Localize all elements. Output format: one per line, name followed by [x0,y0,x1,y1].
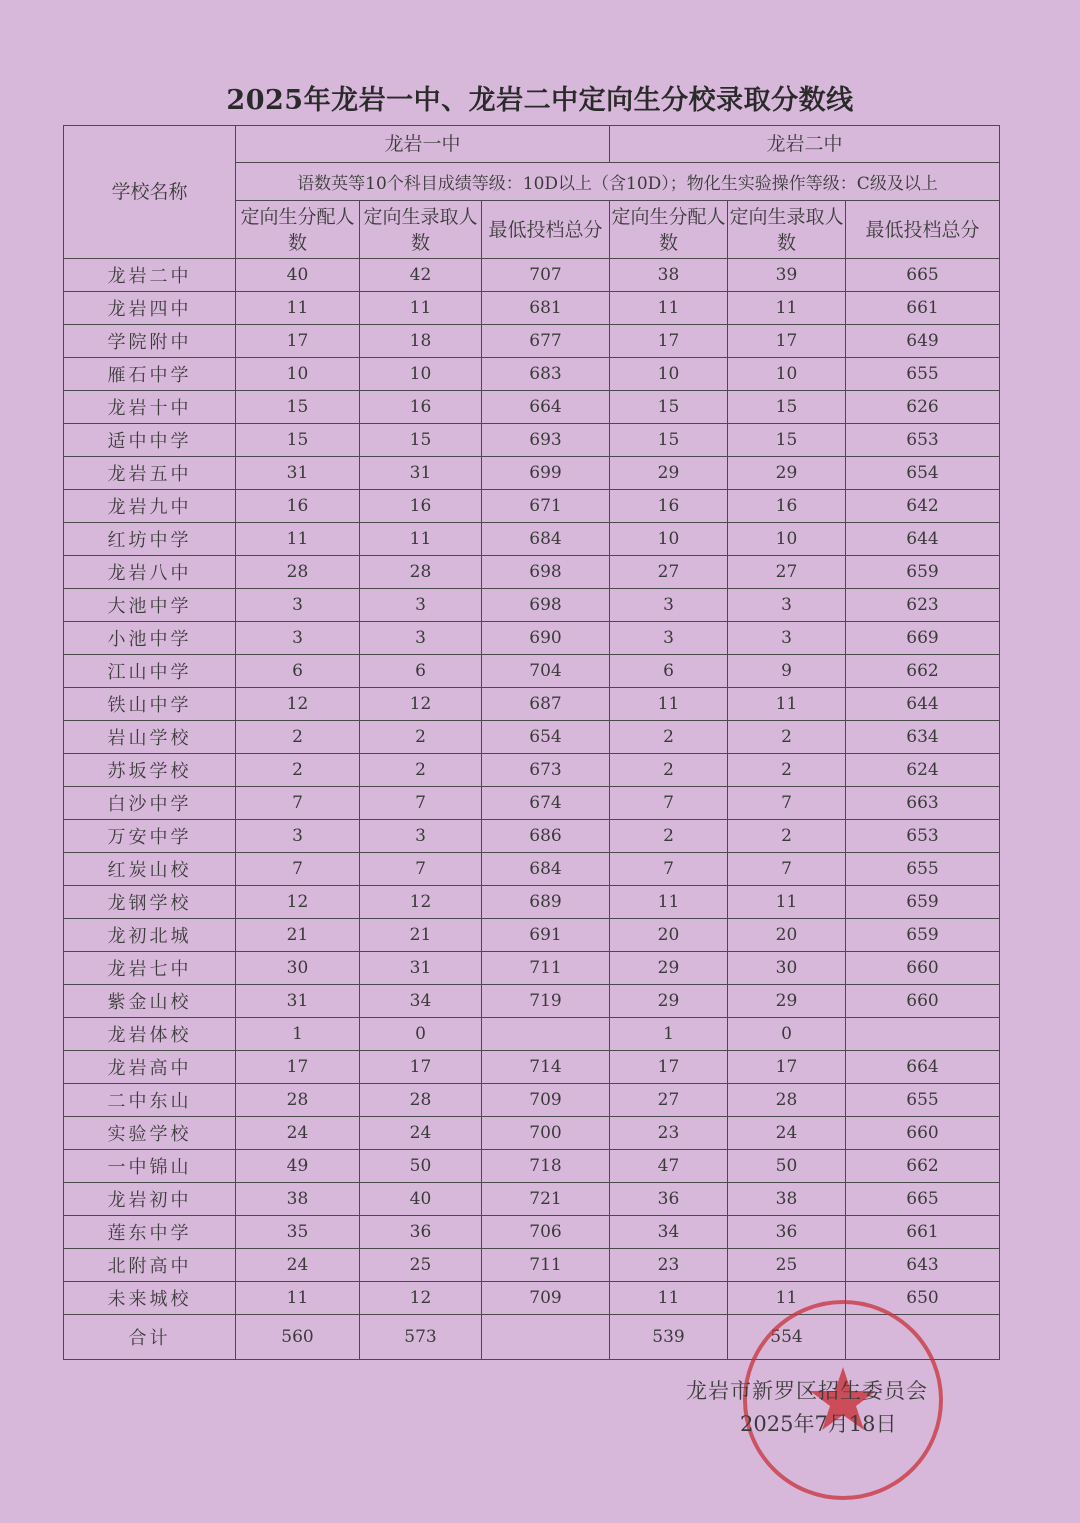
school-b-header: 龙岩二中 [610,126,1000,163]
cell-b-admit: 25 [728,1249,846,1282]
cell-a-admit: 3 [360,820,482,853]
cell-b-min: 626 [846,391,1000,424]
cell-a-alloc: 28 [236,1084,360,1117]
cell-b-alloc: 38 [610,259,728,292]
cell-a-min: 709 [482,1084,610,1117]
table-row [64,886,1000,919]
cell-a-admit: 28 [360,1084,482,1117]
cell-a-min: 689 [482,886,610,919]
school-name-cell: 大池中学 [64,589,236,622]
cell-b-alloc: 16 [610,490,728,523]
cell-b-alloc: 27 [610,1084,728,1117]
cell-b-alloc: 6 [610,655,728,688]
cell-b-alloc: 3 [610,622,728,655]
cell-b-admit: 2 [728,721,846,754]
cell-a-admit: 12 [360,1282,482,1315]
cell-a-alloc: 2 [236,721,360,754]
cell-b-alloc: 36 [610,1183,728,1216]
cell-a-admit: 0 [360,1018,482,1051]
header-row-schools [64,126,1000,163]
cell-b-admit: 7 [728,787,846,820]
school-name-cell: 红炭山校 [64,853,236,886]
school-a-header: 龙岩一中 [236,126,610,163]
cell-b-min: 642 [846,490,1000,523]
school-name-cell: 龙岩九中 [64,490,236,523]
cell-b-admit: 11 [728,1282,846,1315]
cell-b-min: 649 [846,325,1000,358]
cell-a-min: 707 [482,259,610,292]
cell-b-admit: 20 [728,919,846,952]
cell-b-min: 655 [846,358,1000,391]
table-row [64,589,1000,622]
cell-a-min: 671 [482,490,610,523]
cell-b-min: 644 [846,688,1000,721]
table-row [64,358,1000,391]
cell-a-admit: 11 [360,292,482,325]
school-name-cell: 适中中学 [64,424,236,457]
cell-a-min: 691 [482,919,610,952]
cell-a-alloc: 24 [236,1249,360,1282]
school-name-cell: 江山中学 [64,655,236,688]
cell-b-alloc: 29 [610,985,728,1018]
page-title: 2025年龙岩一中、龙岩二中定向生分校录取分数线 [226,85,854,116]
school-name-cell: 龙初北城 [64,919,236,952]
col-header-b-alloc: 定向生分配人数 [610,201,728,259]
school-name-cell: 龙岩体校 [64,1018,236,1051]
table-row [64,1183,1000,1216]
cell-a-admit: 11 [360,523,482,556]
cell-b-admit: 28 [728,1084,846,1117]
cell-a-alloc: 40 [236,259,360,292]
cell-b-admit: 36 [728,1216,846,1249]
cell-b-min: 664 [846,1051,1000,1084]
table-row [64,1216,1000,1249]
cell-b-alloc: 2 [610,721,728,754]
school-name-cell: 学院附中 [64,325,236,358]
cell-b-min: 634 [846,721,1000,754]
cell-a-alloc: 28 [236,556,360,589]
cell-b-min: 660 [846,985,1000,1018]
cell-b-alloc: 23 [610,1249,728,1282]
cell-a-min: 654 [482,721,610,754]
cell-b-alloc: 10 [610,523,728,556]
cell-a-admit: 18 [360,325,482,358]
footer-organization: 龙岩市新罗区招生委员会 [686,1379,928,1403]
table-row [64,655,1000,688]
cell-b-min: 660 [846,1117,1000,1150]
cell-a-alloc: 21 [236,919,360,952]
cell-a-min: 711 [482,952,610,985]
table-row [64,1084,1000,1117]
school-name-cell: 白沙中学 [64,787,236,820]
cell-b-min: 662 [846,655,1000,688]
col-header-a-alloc: 定向生分配人数 [236,201,360,259]
cell-b-admit: 38 [728,1183,846,1216]
cell-b-min: 659 [846,919,1000,952]
cell-a-min: 719 [482,985,610,1018]
school-name-cell: 龙岩二中 [64,259,236,292]
cell-a-min: 687 [482,688,610,721]
school-name-cell: 龙岩初中 [64,1183,236,1216]
col-header-a-min: 最低投档总分 [482,201,610,259]
cell-b-min: 623 [846,589,1000,622]
school-name-cell: 龙岩高中 [64,1051,236,1084]
cell-b-min: 665 [846,1183,1000,1216]
cell-a-alloc: 11 [236,292,360,325]
cell-b-alloc: 11 [610,688,728,721]
table-row [64,1117,1000,1150]
cell-a-admit: 7 [360,853,482,886]
cell-a-alloc: 10 [236,358,360,391]
cell-a-alloc: 11 [236,1282,360,1315]
cell-b-min: 650 [846,1282,1000,1315]
total-a-min [482,1315,610,1360]
col-header-b-admit: 定向生录取人数 [728,201,846,259]
cell-a-admit: 31 [360,457,482,490]
cell-a-admit: 17 [360,1051,482,1084]
cell-b-min: 669 [846,622,1000,655]
table-row [64,325,1000,358]
col-header-b-min: 最低投档总分 [846,201,1000,259]
footer-date: 2025年7月18日 [740,1412,897,1436]
cell-b-min: 665 [846,259,1000,292]
school-name-cell: 龙岩七中 [64,952,236,985]
cell-b-admit: 15 [728,424,846,457]
cell-a-admit: 15 [360,424,482,457]
cell-b-admit: 29 [728,985,846,1018]
cell-a-alloc: 17 [236,325,360,358]
cell-a-admit: 24 [360,1117,482,1150]
table-row [64,820,1000,853]
table-row [64,391,1000,424]
school-name-cell: 北附高中 [64,1249,236,1282]
cell-b-admit: 3 [728,622,846,655]
cell-b-alloc: 17 [610,1051,728,1084]
cell-a-min: 686 [482,820,610,853]
table-row [64,853,1000,886]
cell-a-min: 681 [482,292,610,325]
cell-b-alloc: 11 [610,886,728,919]
cell-a-alloc: 3 [236,820,360,853]
cell-b-admit: 0 [728,1018,846,1051]
cell-b-min: 654 [846,457,1000,490]
cell-b-min: 653 [846,424,1000,457]
school-name-cell: 万安中学 [64,820,236,853]
table-row [64,787,1000,820]
school-name-header: 学校名称 [64,126,236,259]
cell-b-admit: 2 [728,820,846,853]
cell-a-min: 684 [482,853,610,886]
school-name-cell: 雁石中学 [64,358,236,391]
cell-b-admit: 50 [728,1150,846,1183]
cell-a-admit: 40 [360,1183,482,1216]
school-name-cell: 苏坂学校 [64,754,236,787]
cell-b-min: 659 [846,886,1000,919]
cell-b-admit: 10 [728,523,846,556]
cell-b-min: 624 [846,754,1000,787]
cell-a-min: 683 [482,358,610,391]
requirement-note: 语数英等10个科目成绩等级：10D以上（含10D）；物化生实验操作等级：C级及以上 [236,163,1000,201]
school-name-cell: 龙岩五中 [64,457,236,490]
cell-a-alloc: 3 [236,589,360,622]
cell-b-alloc: 47 [610,1150,728,1183]
total-label-cell: 合计 [64,1315,236,1360]
cell-b-min: 661 [846,292,1000,325]
cell-a-admit: 10 [360,358,482,391]
cell-b-alloc: 27 [610,556,728,589]
cell-a-admit: 2 [360,754,482,787]
cell-b-alloc: 1 [610,1018,728,1051]
cell-a-admit: 50 [360,1150,482,1183]
cell-b-min: 661 [846,1216,1000,1249]
cell-b-admit: 11 [728,688,846,721]
table-row [64,1018,1000,1051]
table-row [64,292,1000,325]
cell-a-admit: 7 [360,787,482,820]
school-name-cell: 红坊中学 [64,523,236,556]
school-name-cell: 龙岩八中 [64,556,236,589]
table-row [64,556,1000,589]
cell-b-min: 663 [846,787,1000,820]
table-row [64,457,1000,490]
school-name-cell: 岩山学校 [64,721,236,754]
cell-a-alloc: 30 [236,952,360,985]
cell-a-admit: 28 [360,556,482,589]
cell-a-min: 690 [482,622,610,655]
table-row [64,688,1000,721]
school-name-cell: 一中锦山 [64,1150,236,1183]
cell-b-admit: 24 [728,1117,846,1150]
cell-a-admit: 3 [360,622,482,655]
cell-a-alloc: 31 [236,457,360,490]
cell-a-admit: 6 [360,655,482,688]
cell-b-alloc: 7 [610,787,728,820]
cell-a-alloc: 2 [236,754,360,787]
cell-a-admit: 16 [360,490,482,523]
table-row [64,985,1000,1018]
cell-a-alloc: 3 [236,622,360,655]
cell-a-admit: 34 [360,985,482,1018]
table-row [64,721,1000,754]
cell-a-min: 718 [482,1150,610,1183]
school-name-cell: 龙钢学校 [64,886,236,919]
cell-b-alloc: 3 [610,589,728,622]
cell-a-min: 698 [482,589,610,622]
table-row [64,1051,1000,1084]
cell-b-alloc: 20 [610,919,728,952]
cell-b-min: 655 [846,853,1000,886]
cell-b-alloc: 17 [610,325,728,358]
table-row [64,1249,1000,1282]
cell-b-admit: 17 [728,1051,846,1084]
cell-a-admit: 2 [360,721,482,754]
cell-b-admit: 2 [728,754,846,787]
cell-a-admit: 12 [360,688,482,721]
cell-a-alloc: 49 [236,1150,360,1183]
cell-a-alloc: 15 [236,424,360,457]
cell-a-min: 677 [482,325,610,358]
cell-a-admit: 42 [360,259,482,292]
cell-a-min: 664 [482,391,610,424]
cell-b-alloc: 2 [610,820,728,853]
cell-a-min: 714 [482,1051,610,1084]
cell-b-admit: 11 [728,886,846,919]
cell-a-admit: 21 [360,919,482,952]
cell-a-min: 700 [482,1117,610,1150]
total-a-alloc: 560 [236,1315,360,1360]
cell-a-min: 673 [482,754,610,787]
cell-b-min: 644 [846,523,1000,556]
cell-a-min: 699 [482,457,610,490]
school-name-cell: 铁山中学 [64,688,236,721]
cell-b-alloc: 34 [610,1216,728,1249]
table-row [64,622,1000,655]
table-row [64,952,1000,985]
cell-a-admit: 25 [360,1249,482,1282]
school-name-cell: 紫金山校 [64,985,236,1018]
cell-a-min [482,1018,610,1051]
cell-a-admit: 36 [360,1216,482,1249]
table-row [64,919,1000,952]
cell-a-min: 698 [482,556,610,589]
table-row [64,259,1000,292]
cell-a-alloc: 7 [236,853,360,886]
table-row [64,754,1000,787]
cell-b-alloc: 23 [610,1117,728,1150]
cell-b-alloc: 15 [610,391,728,424]
cell-b-admit: 9 [728,655,846,688]
col-header-a-admit: 定向生录取人数 [360,201,482,259]
cell-b-min: 653 [846,820,1000,853]
cell-b-admit: 27 [728,556,846,589]
cell-b-alloc: 11 [610,292,728,325]
cell-a-alloc: 38 [236,1183,360,1216]
cell-a-alloc: 1 [236,1018,360,1051]
cell-a-alloc: 15 [236,391,360,424]
cell-b-min: 655 [846,1084,1000,1117]
cell-b-admit: 29 [728,457,846,490]
cell-a-min: 721 [482,1183,610,1216]
cell-a-alloc: 12 [236,886,360,919]
table-row [64,523,1000,556]
cell-b-alloc: 2 [610,754,728,787]
cell-b-admit: 16 [728,490,846,523]
cell-b-admit: 7 [728,853,846,886]
cell-a-min: 684 [482,523,610,556]
cell-b-alloc: 29 [610,457,728,490]
cell-b-min [846,1018,1000,1051]
table-row [64,424,1000,457]
cell-a-admit: 16 [360,391,482,424]
cell-a-alloc: 24 [236,1117,360,1150]
cell-b-alloc: 7 [610,853,728,886]
cell-a-min: 711 [482,1249,610,1282]
cell-b-alloc: 10 [610,358,728,391]
cell-a-alloc: 7 [236,787,360,820]
school-name-cell: 小池中学 [64,622,236,655]
cell-b-admit: 3 [728,589,846,622]
cell-a-alloc: 31 [236,985,360,1018]
school-name-cell: 实验学校 [64,1117,236,1150]
cell-b-min: 660 [846,952,1000,985]
table-row [64,1150,1000,1183]
school-name-cell: 未来城校 [64,1282,236,1315]
school-name-cell: 龙岩十中 [64,391,236,424]
cell-a-alloc: 16 [236,490,360,523]
admission-score-table [63,125,1000,1360]
cell-a-admit: 12 [360,886,482,919]
cell-a-alloc: 11 [236,523,360,556]
cell-b-admit: 30 [728,952,846,985]
total-a-admit: 573 [360,1315,482,1360]
school-name-cell: 龙岩四中 [64,292,236,325]
cell-b-admit: 11 [728,292,846,325]
school-name-cell: 莲东中学 [64,1216,236,1249]
cell-b-admit: 17 [728,325,846,358]
cell-b-alloc: 15 [610,424,728,457]
cell-b-admit: 39 [728,259,846,292]
cell-a-admit: 31 [360,952,482,985]
cell-b-admit: 10 [728,358,846,391]
cell-a-alloc: 12 [236,688,360,721]
cell-b-min: 659 [846,556,1000,589]
cell-a-alloc: 6 [236,655,360,688]
school-name-cell: 二中东山 [64,1084,236,1117]
table-row [64,490,1000,523]
cell-b-min: 643 [846,1249,1000,1282]
cell-b-alloc: 29 [610,952,728,985]
cell-a-alloc: 35 [236,1216,360,1249]
total-b-admit: 554 [728,1315,846,1360]
total-b-alloc: 539 [610,1315,728,1360]
cell-a-min: 706 [482,1216,610,1249]
cell-b-admit: 15 [728,391,846,424]
cell-a-min: 704 [482,655,610,688]
cell-b-min: 662 [846,1150,1000,1183]
cell-a-min: 693 [482,424,610,457]
cell-b-alloc: 11 [610,1282,728,1315]
cell-a-alloc: 17 [236,1051,360,1084]
cell-a-min: 709 [482,1282,610,1315]
cell-a-admit: 3 [360,589,482,622]
cell-a-min: 674 [482,787,610,820]
